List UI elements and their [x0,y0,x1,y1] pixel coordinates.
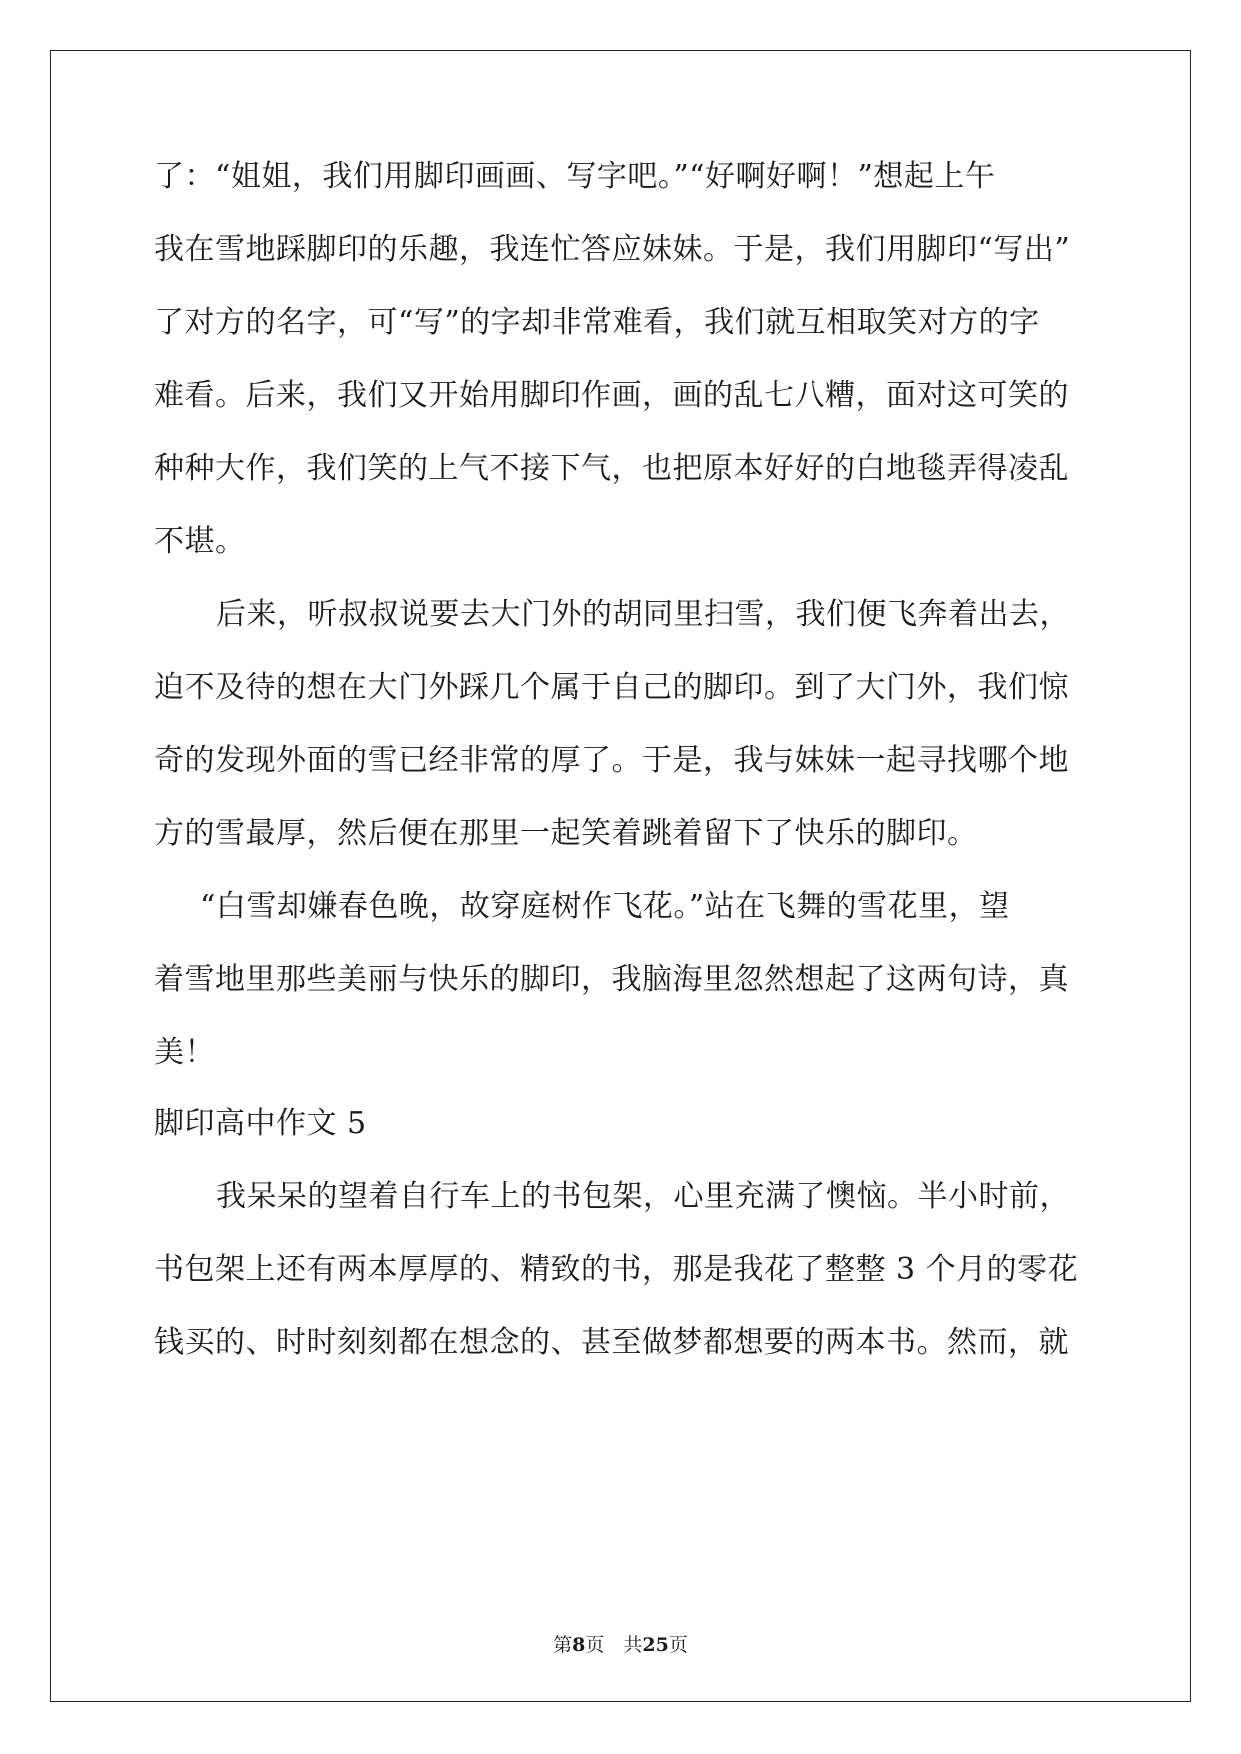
page-suffix: 页 [668,1634,688,1656]
text-line: 了对方的名字，可“写”的字却非常难看，我们就互相取笑对方的字 [154,305,1040,340]
paragraph-first-line: 我呆呆的望着自行车上的书包架，心里充满了懊恼。半小时前， [216,1179,1070,1214]
section-heading: 脚印高中作文 5 [154,1106,367,1141]
text-line: 美！ [154,1035,215,1070]
paragraph-first-line: “白雪却嫌春色晚，故穿庭树作飞花。”站在飞舞的雪花里，望 [200,889,1010,924]
page-prefix: 第 [553,1634,573,1656]
text-line: 着雪地里那些美丽与快乐的脚印，我脑海里忽然想起了这两句诗，真 [154,962,1069,997]
page-number-footer [0,1633,1241,1657]
text-line: 种种大作，我们笑的上气不接下气，也把原本好好的白地毯弄得凌乱 [154,451,1069,486]
page-total: 25 [642,1634,669,1656]
text-line: 钱买的、时时刻刻都在想念的、甚至做梦都想要的两本书。然而，就 [154,1325,1069,1360]
paragraph-first-line: 后来，听叔叔说要去大门外的胡同里扫雪，我们便飞奔着出去， [216,597,1070,632]
text-line: 方的雪最厚，然后便在那里一起笑着跳着留下了快乐的脚印。 [154,816,978,851]
page-border [50,50,1191,1702]
text-line: 难看。后来，我们又开始用脚印作画，画的乱七八糟，面对这可笑的 [154,378,1069,413]
text-line: 书包架上还有两本厚厚的、精致的书，那是我花了整整 3 个月的零花 [154,1252,1079,1287]
text-line: 奇的发现外面的雪已经非常的厚了。于是，我与妹妹一起寻找哪个地 [154,743,1069,778]
text-line: 不堪。 [154,524,246,559]
text-line: 了：“姐姐，我们用脚印画画、写字吧。”“好啊好啊！”想起上午 [154,159,996,194]
page-current: 8 [572,1634,586,1656]
text-line: 我在雪地踩脚印的乐趣，我连忙答应妹妹。于是，我们用脚印“写出” [154,232,1071,267]
text-line: 迫不及待的想在大门外踩几个属于自己的脚印。到了大门外，我们惊 [154,670,1069,705]
page-mid: 页 共 [585,1634,643,1656]
